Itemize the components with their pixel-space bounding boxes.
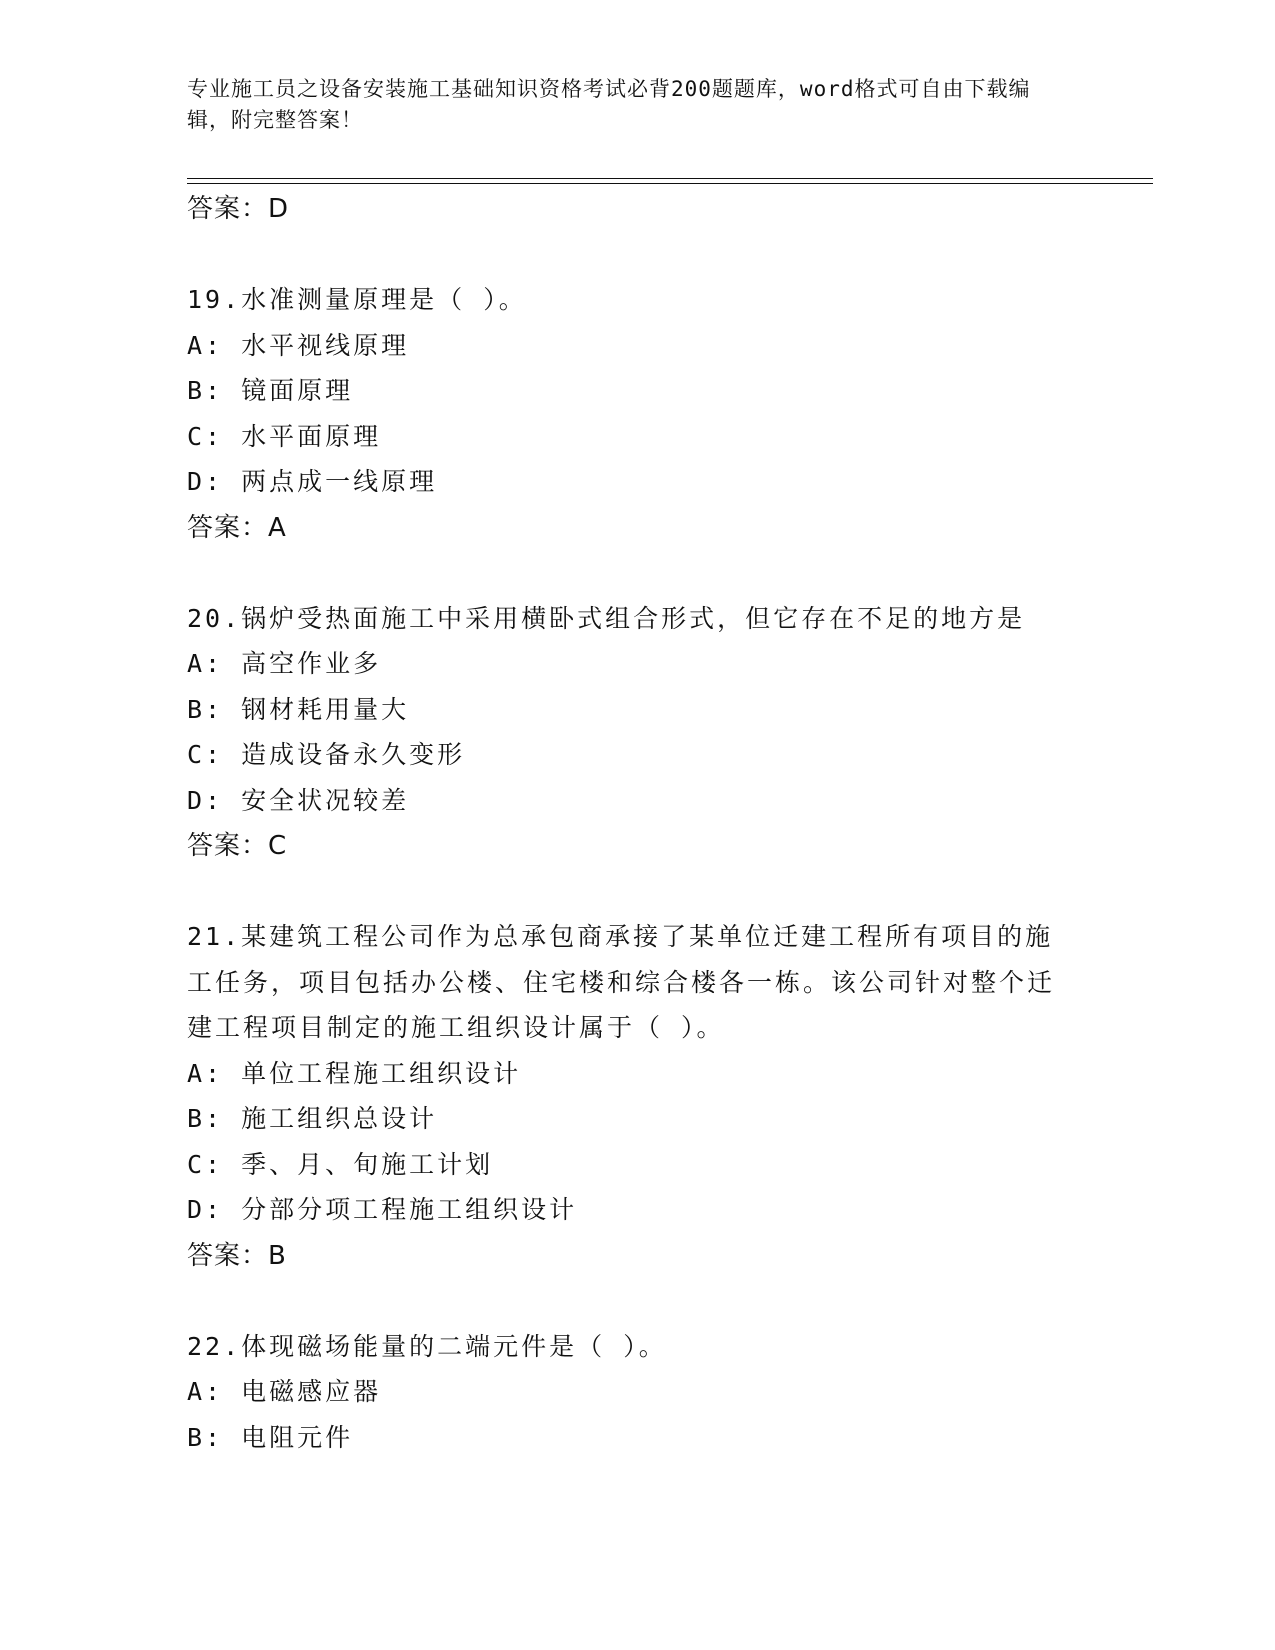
option-d: D: 安全状况较差 [187, 785, 410, 815]
question-stem: 21.某建筑工程公司作为总承包商承接了某单位迁建工程所有项目的施工任务，项目包括办公楼、住宅楼和综合楼各一栋。该公司针对整个迁建工程项目制定的施工组织设计属于（ ）。 [187, 922, 1056, 1042]
question-stem: 22.体现磁场能量的二端元件是（ ）。 [187, 1331, 667, 1361]
option-a: A: 电磁感应器 [187, 1377, 382, 1406]
question-stem: 19.水准测量原理是（ ）。 [187, 285, 527, 314]
answer-line: 答案：A [187, 512, 287, 543]
question-21 [187, 914, 1087, 1279]
question-stem: 20.锅炉受热面施工中采用横卧式组合形式，但它存在不足的地方是 [187, 603, 1026, 633]
option-c: C: 水平面原理 [187, 421, 382, 451]
document-body [187, 186, 1087, 1460]
option-a: A: 单位工程施工组织设计 [187, 1058, 522, 1088]
option-b: B: 电阻元件 [187, 1422, 354, 1452]
document-header: 专业施工员之设备安装施工基础知识资格考试必背200题题库，word格式可自由下载编辑，附完整答案！ [187, 77, 1031, 132]
option-a: A: 水平视线原理 [187, 330, 410, 360]
option-b: B: 钢材耗用量大 [187, 694, 410, 724]
question-20 [187, 596, 1087, 870]
question-19 [187, 277, 1087, 551]
option-b: B: 镜面原理 [187, 376, 354, 405]
option-c: C: 造成设备永久变形 [187, 740, 466, 769]
answer-line: 答案：C [187, 831, 288, 861]
answer-line: 答案：D [187, 194, 290, 224]
spacer [187, 869, 1087, 914]
option-d: D: 分部分项工程施工组织设计 [187, 1195, 578, 1224]
header-rule-bottom [187, 183, 1153, 184]
option-b: B: 施工组织总设计 [187, 1104, 438, 1133]
header-rule-top [187, 178, 1153, 179]
spacer [187, 232, 1087, 277]
option-a: A: 高空作业多 [187, 649, 382, 678]
spacer [187, 551, 1087, 596]
spacer [187, 1279, 1087, 1324]
answer-line: 答案：B [187, 1240, 287, 1271]
option-d: D: 两点成一线原理 [187, 467, 438, 496]
option-c: C: 季、月、旬施工计划 [187, 1149, 494, 1179]
question-22 [187, 1324, 1087, 1461]
